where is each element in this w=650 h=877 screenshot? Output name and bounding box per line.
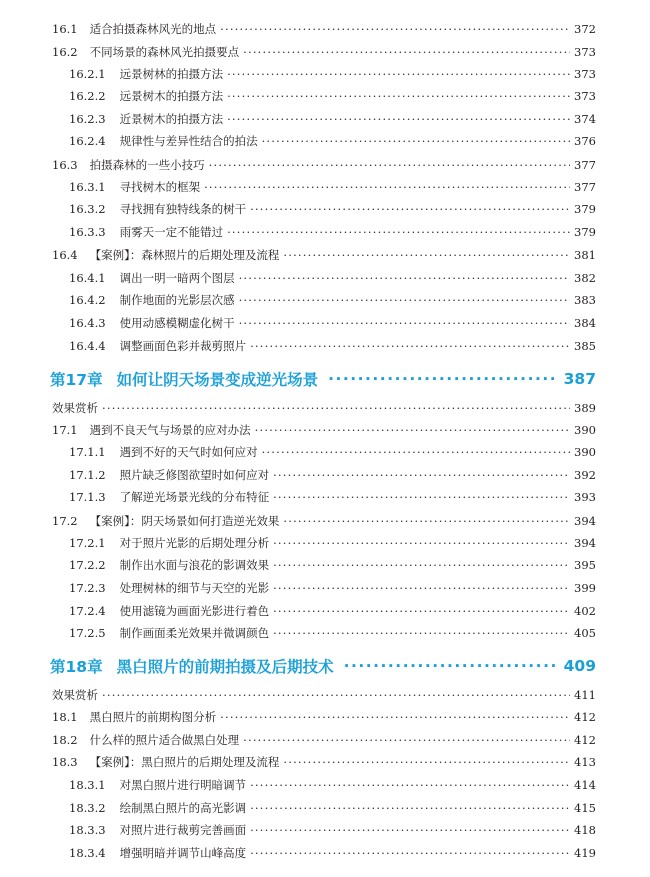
entry-title: 调出一明一暗两个图层: [119, 271, 235, 285]
dot-leader: [243, 42, 570, 62]
entry-page: 392: [574, 468, 596, 482]
entry-page: 384: [574, 316, 596, 330]
entry-page: 419: [574, 846, 596, 860]
entry-title: 什么样的照片适合做黑白处理: [89, 733, 240, 747]
entry-title: 遇到不良天气与场景的应对办法: [89, 423, 251, 437]
entry-number: 17.2.2: [69, 558, 106, 572]
entry-title: 增强明暗并调节山峰高度: [119, 846, 247, 860]
toc-entry-17-1-2[interactable]: [69, 465, 596, 485]
dot-leader: [344, 653, 558, 679]
entry-page: 374: [574, 112, 596, 126]
entry-number: 16.4.4: [69, 339, 106, 353]
entry-title: 近景树木的拍摄方法: [119, 112, 224, 126]
toc-entry-18-3[interactable]: [52, 752, 596, 772]
entry-title: 制作地面的光影层次感: [119, 293, 235, 307]
entry-title: 遇到不好的天气时如何应对: [119, 445, 258, 459]
entry-title: 黑白照片的前期构图分析: [89, 710, 217, 724]
entry-title: 【案例】：森林照片的后期处理及流程: [89, 248, 280, 262]
dot-leader: [239, 290, 570, 310]
entry-title: 适合拍摄森林风光的地点: [89, 22, 217, 36]
chapter-18-heading[interactable]: [50, 653, 596, 679]
dot-leader: [250, 843, 570, 863]
entry-page: 377: [574, 158, 596, 172]
toc-entry-16-2-3[interactable]: [69, 109, 596, 129]
dot-leader: [102, 398, 570, 418]
entry-title: 使用滤镜为画面光影进行着色: [119, 604, 270, 618]
dot-leader: [227, 64, 570, 84]
toc-entry-16-3-1[interactable]: [69, 177, 596, 197]
entry-page: 377: [574, 180, 596, 194]
entry-page: 415: [574, 801, 596, 815]
entry-page: 418: [574, 823, 596, 837]
entry-page: 395: [574, 558, 596, 572]
entry-page: 399: [574, 581, 596, 595]
dot-leader: [283, 511, 570, 531]
toc-entry-16-1[interactable]: [52, 19, 596, 39]
toc-entry-18-overview[interactable]: [52, 685, 596, 705]
toc-entry-17-2-1[interactable]: [69, 533, 596, 553]
entry-page: 383: [574, 293, 596, 307]
entry-title: 照片缺乏修图欲望时如何应对: [119, 468, 270, 482]
entry-title: 对黑白照片进行明暗调节: [119, 778, 247, 792]
entry-page: 389: [574, 401, 596, 415]
dot-leader: [250, 798, 570, 818]
dot-leader: [239, 268, 570, 288]
dot-leader: [220, 707, 570, 727]
dot-leader: [227, 86, 570, 106]
toc-entry-16-4-4[interactable]: [69, 336, 596, 356]
entry-number: 17.1.3: [69, 490, 106, 504]
dot-leader: [227, 109, 570, 129]
entry-title: 效果赏析: [52, 401, 98, 415]
toc-entry-16-2[interactable]: [52, 42, 596, 62]
toc-entry-18-1[interactable]: [52, 707, 596, 727]
entry-title: 远景树木的拍摄方法: [119, 89, 224, 103]
entry-title: 制作出水面与浪花的影调效果: [119, 558, 270, 572]
entry-page: 372: [574, 22, 596, 36]
toc-entry-16-2-4[interactable]: [69, 131, 596, 151]
toc-entry-18-3-4[interactable]: [69, 843, 596, 863]
dot-leader: [220, 19, 570, 39]
dot-leader: [204, 177, 570, 197]
toc-entry-17-2-4[interactable]: [69, 601, 596, 621]
dot-leader: [255, 420, 570, 440]
entry-title: 对于照片光影的后期处理分析: [119, 536, 270, 550]
dot-leader: [209, 155, 570, 175]
toc-entry-16-4-1[interactable]: [69, 268, 596, 288]
entry-title: 寻找树木的框架: [119, 180, 201, 194]
entry-number: 16.4.1: [69, 271, 106, 285]
entry-number: 18.3: [52, 755, 78, 769]
dot-leader: [250, 199, 570, 219]
dot-leader: [250, 775, 570, 795]
entry-page: 373: [574, 45, 596, 59]
entry-page: 390: [574, 445, 596, 459]
dot-leader: [250, 336, 570, 356]
entry-title: 拍摄森林的一些小技巧: [89, 158, 205, 172]
chapter-title: 如何让阴天场景变成逆光场景: [116, 371, 319, 389]
toc-entry-17-1-1[interactable]: [69, 442, 596, 462]
entry-title: 处理树林的细节与天空的光影: [119, 581, 270, 595]
toc-entry-16-2-2[interactable]: [69, 86, 596, 106]
entry-number: 17.1.2: [69, 468, 106, 482]
entry-number: 18.3.2: [69, 801, 106, 815]
dot-leader: [283, 752, 570, 772]
entry-number: 16.4: [52, 248, 78, 262]
entry-number: 16.2.1: [69, 67, 106, 81]
entry-page: 382: [574, 271, 596, 285]
dot-leader: [273, 623, 570, 643]
entry-number: 17.2.1: [69, 536, 106, 550]
dot-leader: [273, 555, 570, 575]
toc-entry-18-3-3[interactable]: [69, 820, 596, 840]
chapter-title: 黑白照片的前期拍摄及后期技术: [116, 658, 334, 676]
entry-page: 394: [574, 514, 596, 528]
entry-number: 16.2.4: [69, 134, 106, 148]
toc-entry-17-2-3[interactable]: [69, 578, 596, 598]
toc-entry-16-3-3[interactable]: [69, 222, 596, 242]
entry-page: 393: [574, 490, 596, 504]
entry-number: 17.2.3: [69, 581, 106, 595]
entry-number: 17.2: [52, 514, 78, 528]
entry-number: 16.4.3: [69, 316, 106, 330]
toc-entry-17-2[interactable]: [52, 511, 596, 531]
entry-page: 379: [574, 202, 596, 216]
toc-entry-16-4-2[interactable]: [69, 290, 596, 310]
chapter-number: 第17章: [50, 371, 103, 389]
entry-title: 绘制黑白照片的高光影调: [119, 801, 247, 815]
entry-title: 制作画面柔光效果并微调颜色: [119, 626, 270, 640]
entry-number: 16.2: [52, 45, 78, 59]
entry-page: 385: [574, 339, 596, 353]
entry-title: 雨雾天一定不能错过: [119, 225, 224, 239]
toc-entry-17-2-2[interactable]: [69, 555, 596, 575]
toc-entry-16-4[interactable]: [52, 245, 596, 265]
entry-number: 16.2.3: [69, 112, 106, 126]
toc-entry-17-2-5[interactable]: [69, 623, 596, 643]
entry-page: 394: [574, 536, 596, 550]
chapter-page: 387: [563, 370, 596, 388]
entry-page: 381: [574, 248, 596, 262]
dot-leader: [273, 578, 570, 598]
chapter-page: 409: [563, 657, 596, 675]
chapter-number: 第18章: [50, 658, 103, 676]
dot-leader: [283, 245, 570, 265]
dot-leader: [273, 487, 570, 507]
entry-title: 【案例】：阴天场景如何打造逆光效果: [89, 514, 280, 528]
dot-leader: [227, 222, 570, 242]
dot-leader: [273, 465, 570, 485]
chapter-17-heading[interactable]: [50, 366, 596, 392]
entry-page: 405: [574, 626, 596, 640]
entry-page: 412: [574, 710, 596, 724]
dot-leader: [273, 601, 570, 621]
entry-number: 16.2.2: [69, 89, 106, 103]
entry-title: 了解逆光场景光线的分布特征: [119, 490, 270, 504]
entry-page: 373: [574, 67, 596, 81]
toc-entry-18-3-1[interactable]: [69, 775, 596, 795]
entry-title: 调整画面色彩并裁剪照片: [119, 339, 247, 353]
toc-entry-17-1-3[interactable]: [69, 487, 596, 507]
entry-number: 18.1: [52, 710, 78, 724]
entry-page: 390: [574, 423, 596, 437]
entry-title: 规律性与差异性结合的拍法: [119, 134, 258, 148]
entry-number: 17.1: [52, 423, 78, 437]
dot-leader: [243, 730, 570, 750]
entry-number: 18.2: [52, 733, 78, 747]
entry-title: 远景树林的拍摄方法: [119, 67, 224, 81]
entry-page: 412: [574, 733, 596, 747]
toc-entry-16-2-1[interactable]: [69, 64, 596, 84]
dot-leader: [262, 442, 570, 462]
entry-title: 效果赏析: [52, 688, 98, 702]
entry-number: 17.2.4: [69, 604, 106, 618]
entry-page: 376: [574, 134, 596, 148]
entry-page: 379: [574, 225, 596, 239]
entry-title: 【案例】：黑白照片的后期处理及流程: [89, 755, 280, 769]
entry-page: 402: [574, 604, 596, 618]
dot-leader: [250, 820, 570, 840]
entry-number: 16.3.1: [69, 180, 106, 194]
dot-leader: [273, 533, 570, 553]
toc-entry-17-1[interactable]: [52, 420, 596, 440]
entry-number: 16.3.2: [69, 202, 106, 216]
entry-title: 寻找拥有独特线条的树干: [119, 202, 247, 216]
dot-leader: [239, 313, 570, 333]
entry-number: 16.3.3: [69, 225, 106, 239]
toc-entry-18-3-2[interactable]: [69, 798, 596, 818]
entry-number: 16.4.2: [69, 293, 106, 307]
entry-number: 16.3: [52, 158, 78, 172]
entry-number: 18.3.1: [69, 778, 106, 792]
entry-number: 16.1: [52, 22, 78, 36]
entry-number: 18.3.4: [69, 846, 106, 860]
entry-number: 17.1.1: [69, 445, 106, 459]
toc-entry-16-3-2[interactable]: [69, 199, 596, 219]
entry-title: 不同场景的森林风光拍摄要点: [89, 45, 240, 59]
toc-entry-16-3[interactable]: [52, 155, 596, 175]
entry-title: 使用动感模糊虚化树干: [119, 316, 235, 330]
toc-entry-16-4-3[interactable]: [69, 313, 596, 333]
entry-number: 18.3.3: [69, 823, 106, 837]
entry-title: 对照片进行裁剪完善画面: [119, 823, 247, 837]
toc-entry-17-overview[interactable]: [52, 398, 596, 418]
entry-page: 414: [574, 778, 596, 792]
dot-leader: [262, 131, 570, 151]
entry-page: 413: [574, 755, 596, 769]
entry-page: 411: [574, 688, 596, 702]
dot-leader: [328, 366, 558, 392]
entry-page: 373: [574, 89, 596, 103]
entry-number: 17.2.5: [69, 626, 106, 640]
toc-entry-18-2[interactable]: [52, 730, 596, 750]
dot-leader: [102, 685, 570, 705]
